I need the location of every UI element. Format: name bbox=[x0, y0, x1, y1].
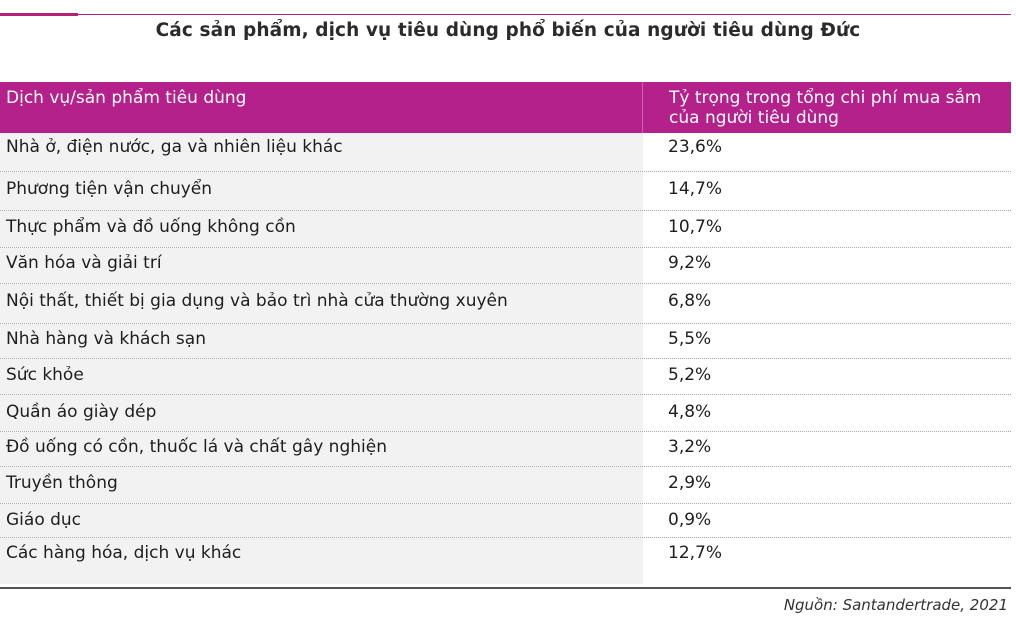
table-row bbox=[0, 467, 1011, 504]
cell-category: Văn hóa và giải trí bbox=[0, 248, 643, 283]
cell-category: Nhà hàng và khách sạn bbox=[0, 324, 643, 358]
cell-category: Đồ uống có cồn, thuốc lá và chất gây nghiện bbox=[0, 432, 643, 466]
cell-category: Quần áo giày dép bbox=[0, 395, 643, 431]
table-row bbox=[0, 284, 1011, 324]
table-row bbox=[0, 538, 1011, 584]
page-title: Các sản phẩm, dịch vụ tiêu dùng phổ biến của người tiêu dùng Đức bbox=[155, 20, 861, 41]
cell-category: Giáo dục bbox=[0, 504, 643, 537]
cell-category: Sức khỏe bbox=[0, 359, 643, 394]
table-row bbox=[0, 432, 1011, 467]
cell-category: Thực phẩm và đồ uống không cồn bbox=[0, 211, 643, 247]
table-row bbox=[0, 395, 1011, 432]
cell-share: 12,7% bbox=[643, 538, 1011, 584]
cell-category: Phương tiện vận chuyển bbox=[0, 172, 643, 210]
header-share: Tỷ trọng trong tổng chi phí mua sắm của người tiêu dùng bbox=[669, 88, 982, 128]
top-accent-rule bbox=[0, 13, 78, 16]
table-row bbox=[0, 248, 1011, 284]
table-row bbox=[0, 324, 1011, 359]
cell-share: 5,2% bbox=[643, 359, 1011, 394]
cell-category: Các hàng hóa, dịch vụ khác bbox=[0, 538, 643, 584]
cell-share: 3,2% bbox=[643, 432, 1011, 466]
table-row bbox=[0, 133, 1011, 172]
cell-share: 4,8% bbox=[643, 395, 1011, 431]
cell-share: 9,2% bbox=[643, 248, 1011, 283]
cell-category: Nhà ở, điện nước, ga và nhiên liệu khác bbox=[0, 133, 643, 171]
cell-share: 2,9% bbox=[643, 467, 1011, 503]
source-note: Nguồn: Santandertrade, 2021 bbox=[783, 596, 1008, 614]
consumption-table bbox=[0, 82, 1011, 584]
table-row bbox=[0, 211, 1011, 248]
table-body bbox=[0, 133, 1011, 584]
cell-share: 6,8% bbox=[643, 284, 1011, 323]
table-row bbox=[0, 172, 1011, 211]
cell-category: Truyền thông bbox=[0, 467, 643, 503]
table-header-row bbox=[0, 82, 1011, 133]
top-rule bbox=[78, 14, 1011, 15]
header-category: Dịch vụ/sản phẩm tiêu dùng bbox=[0, 82, 643, 133]
table-row bbox=[0, 359, 1011, 395]
cell-category: Nội thất, thiết bị gia dụng và bảo trì nhà cửa thường xuyên bbox=[0, 284, 643, 323]
cell-share: 10,7% bbox=[643, 211, 1011, 247]
bottom-rule bbox=[0, 587, 1011, 589]
cell-share: 5,5% bbox=[643, 324, 1011, 358]
table-row bbox=[0, 504, 1011, 538]
cell-share: 23,6% bbox=[643, 133, 1011, 171]
cell-share: 0,9% bbox=[643, 504, 1011, 537]
cell-share: 14,7% bbox=[643, 172, 1011, 210]
